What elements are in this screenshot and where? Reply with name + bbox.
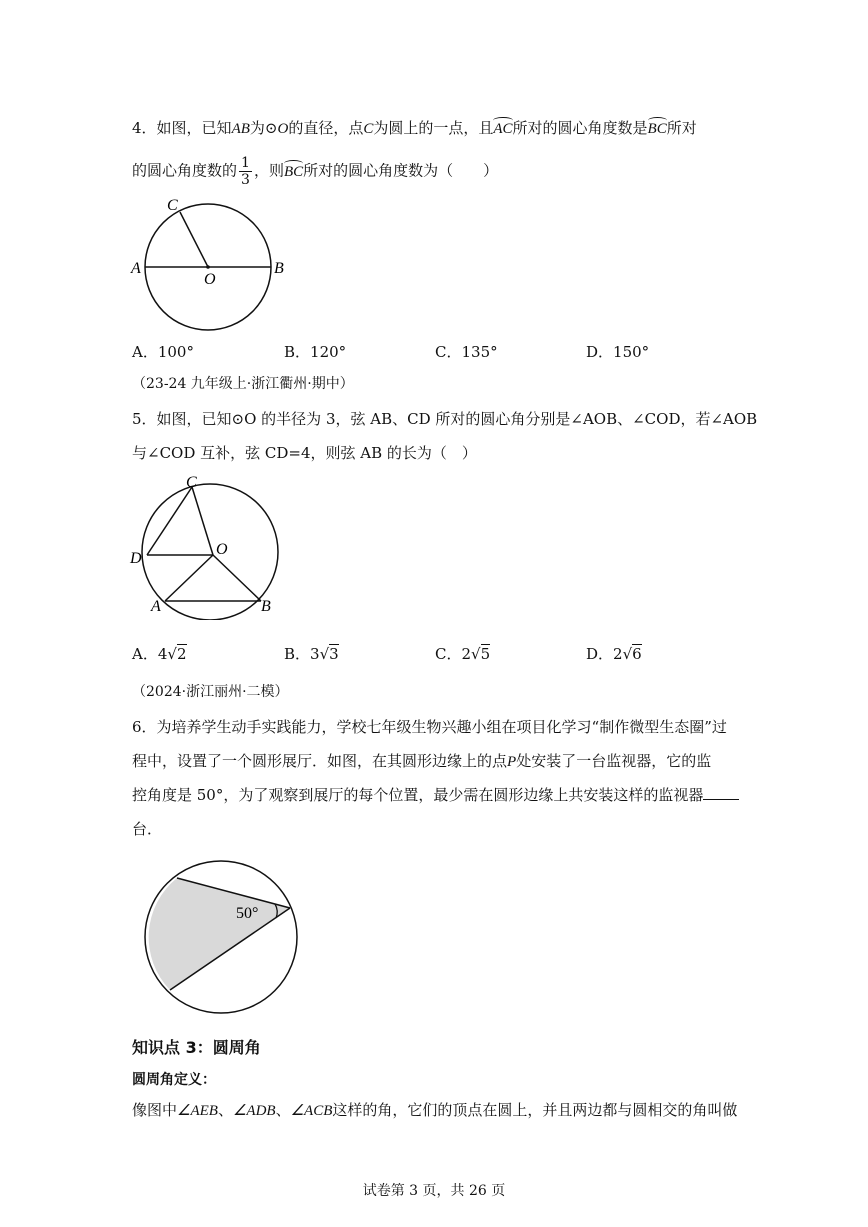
q6-source: （2024·浙江丽州·二模） (132, 684, 289, 700)
label-o: O (204, 271, 216, 288)
q5-figure-circle (125, 470, 285, 620)
label-c: C (167, 197, 178, 214)
q5-line1: 5．如图，已知⊙O 的半径为 3，弦 AB、CD 所对的圆心角分别是∠AOB、∠COD，若∠AOB (132, 410, 758, 428)
q5-option-b: B．3√3 (284, 645, 339, 663)
q5-option-d: D．2√6 (586, 645, 642, 663)
kp3-title: 知识点 3：圆周角 (132, 1038, 261, 1057)
label-a: A (151, 598, 161, 615)
label-c: C (186, 474, 197, 491)
q6-line1: 6．为培养学生动手实践能力，学校七年级生物兴趣小组在项目化学习“制作微型生态圈”过 (132, 718, 727, 736)
q5-option-c: C．2√5 (435, 645, 491, 663)
kp3-definition: 像图中∠AEB、∠ADB、∠ACB这样的角，它们的顶点在圆上，并且两边都与圆相交的角叫做 (132, 1101, 738, 1119)
angle-50-label: 50° (236, 905, 259, 922)
label-o: O (216, 541, 228, 558)
arc-ac: AC (493, 121, 513, 137)
q5-line2: 与∠COD 互补，弦 CD=4，则弦 AB 的长为（ ） (132, 444, 477, 462)
answer-blank (703, 785, 739, 800)
label-b: B (274, 260, 284, 277)
label-a: A (131, 260, 141, 277)
arc-bc: BC (647, 121, 667, 137)
sqrt-icon: √ (319, 645, 330, 663)
q4-line2: 的圆心角度数的 $\frac{1}{3}$ ，则BC所对的圆心角度数为（ ） (132, 155, 499, 188)
q4-option-d: D．150° (586, 343, 650, 361)
q5-source: （23-24 九年级上·浙江衢州·期中） (132, 376, 354, 392)
q4-option-b: B．120° (284, 343, 347, 361)
arc-bc-2: BC (283, 163, 304, 180)
sqrt-icon: √ (622, 645, 633, 663)
page-footer: 试卷第 3 页，共 26 页 (362, 1183, 506, 1199)
q4-line1: 4．如图，已知AB为⊙O的直径，点C为圆上的一点，且AC所对的圆心角度数是BC所对 (132, 119, 697, 137)
q6-line4: 台． (132, 820, 163, 838)
kp3-subtitle: 圆周角定义： (132, 1072, 216, 1088)
sqrt-icon: √ (471, 645, 481, 663)
q6-line2: 程中，设置了一个圆形展厅．如图，在其圆形边缘上的点P处安装了一台监视器，它的监 (132, 752, 712, 770)
label-d: D (130, 550, 142, 567)
fraction-one-third: $\frac{1}{3}$ (241, 155, 250, 188)
sqrt-icon: √ (167, 645, 177, 663)
label-b: B (261, 598, 271, 615)
q4-option-c: C．135° (435, 343, 498, 361)
q6-line3: 控角度是 50°，为了观察到展厅的每个位置，最少需在圆形边缘上共安装这样的监视器 (132, 785, 739, 805)
q6-figure-circle (135, 858, 305, 1018)
q5-option-a: A．4√2 (132, 645, 187, 663)
q4-figure-circle (125, 192, 295, 334)
q4-option-a: A．100° (132, 343, 194, 361)
